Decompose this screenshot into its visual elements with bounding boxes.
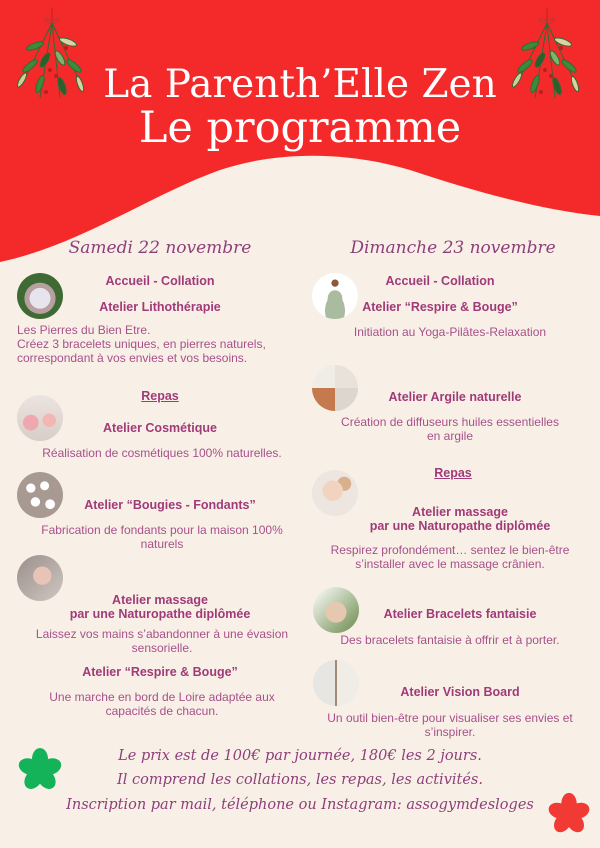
sat-cosmetique-title: Atelier Cosmétique bbox=[103, 421, 217, 435]
page-title: La Parenth’Elle Zen bbox=[103, 62, 497, 107]
sun-massage-title: Atelier massage par une Naturopathe diplômée bbox=[369, 505, 551, 533]
red-flower-icon bbox=[545, 790, 593, 838]
sun-visionboard-desc: Un outil bien-être pour visualiser ses envies et s’inspirer. bbox=[327, 711, 573, 739]
sat-lithotherapie-desc: Les Pierres du Bien Etre. Créez 3 bracelets uniques, en pierres naturels, correspondant à vos envies et vos besoins. bbox=[17, 323, 266, 365]
clay-photo bbox=[312, 365, 358, 411]
sunday-heading: Dimanche 23 novembre bbox=[350, 238, 556, 258]
sun-massage-desc: Respirez profondément… sentez le bien-être s’installer avec le massage crânien. bbox=[330, 543, 570, 571]
sat-massage-desc: Laissez vos mains s’abandonner à une évasion sensorielle. bbox=[35, 627, 289, 655]
sat-respire-title: Atelier “Respire & Bouge” bbox=[82, 665, 238, 679]
sun-respire-desc: Initiation au Yoga-Pilâtes-Relaxation bbox=[353, 325, 547, 339]
sun-argile-title: Atelier Argile naturelle bbox=[388, 390, 522, 404]
sat-repas-label: Repas bbox=[141, 389, 179, 403]
green-flower-icon bbox=[15, 745, 65, 795]
registration-line: Inscription par mail, téléphone ou Instagram: assogymdesloges bbox=[66, 797, 534, 813]
sun-bracelets-desc: Des bracelets fantaisie à offrir et à porter. bbox=[340, 633, 560, 647]
sun-respire-title: Atelier “Respire & Bouge” bbox=[362, 300, 518, 314]
sat-bougies-desc: Fabrication de fondants pour la maison 100% naturels bbox=[41, 523, 283, 551]
sat-cosmetique-desc: Réalisation de cosmétiques 100% naturelles. bbox=[42, 446, 282, 460]
sun-argile-desc: Création de diffuseurs huiles essentielles en argile bbox=[341, 415, 559, 443]
sat-respire-desc: Une marche en bord de Loire adaptée aux capacités de chacun. bbox=[49, 690, 275, 718]
sat-lithotherapie-title: Atelier Lithothérapie bbox=[99, 300, 221, 314]
bracelets-photo bbox=[313, 587, 359, 633]
includes-line: Il comprend les collations, les repas, les activités. bbox=[117, 772, 483, 788]
page-subtitle: Le programme bbox=[138, 103, 462, 153]
vision-board-photo bbox=[313, 660, 359, 706]
sun-bracelets-title: Atelier Bracelets fantaisie bbox=[383, 607, 537, 621]
price-line: Le prix est de 100€ par journée, 180€ les 2 jours. bbox=[118, 748, 482, 764]
sun-accueil-title: Accueil - Collation bbox=[385, 274, 495, 288]
saturday-heading: Samedi 22 novembre bbox=[68, 238, 252, 258]
sun-visionboard-title: Atelier Vision Board bbox=[400, 685, 520, 699]
sat-accueil-title: Accueil - Collation bbox=[105, 274, 215, 288]
sat-bougies-title: Atelier “Bougies - Fondants” bbox=[84, 498, 256, 512]
sun-repas-label: Repas bbox=[434, 466, 472, 480]
sat-massage-title: Atelier massage par une Naturopathe diplômée bbox=[69, 593, 251, 621]
